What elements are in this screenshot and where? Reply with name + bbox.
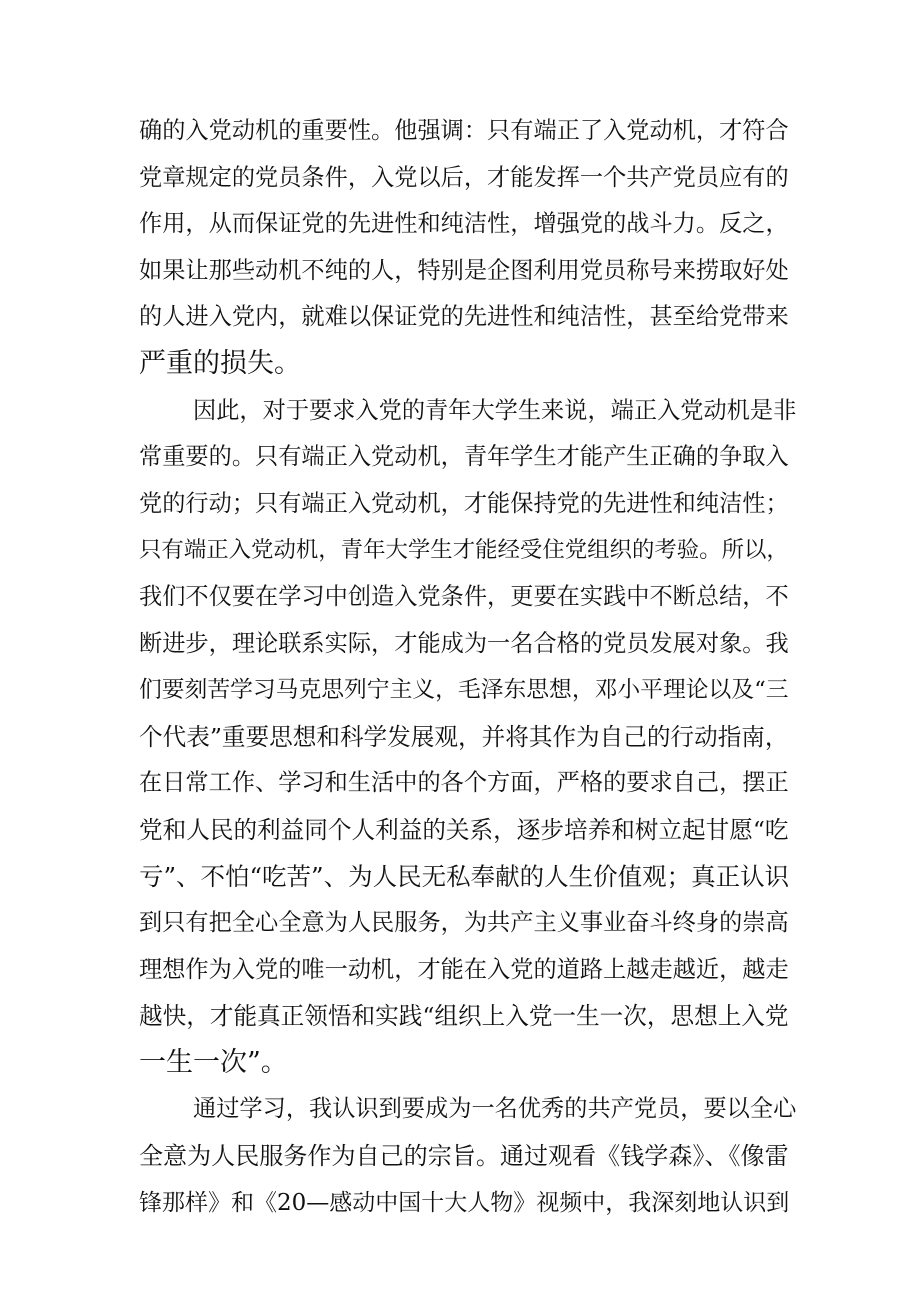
text-line: 的人进入党内，就难以保证党的先进性和纯洁性，甚至给党带来 — [139, 303, 789, 331]
text-line: 亏”、不怕“吃苦”、为人民无私奉献的人生价值观；真正认识 — [139, 861, 790, 891]
text-line: 全意为人民服务作为自己的宗旨。通过观看《钱学森》、《像雷 — [139, 1142, 789, 1171]
text-line: 到只有把全心全意为人民服务，为共产主义事业奋斗终身的崇高 — [139, 909, 789, 937]
text-line: 一生一次”。 — [139, 1046, 288, 1078]
text-line: 党的行动；只有端正入党动机，才能保持党的先进性和纯洁性； — [139, 489, 789, 517]
text-line: 通过学习，我认识到要成为一名优秀的共产党员，要以全心 — [193, 1095, 797, 1123]
text-line: 因此，对于要求入党的青年大学生来说，端正入党动机是非 — [193, 396, 797, 424]
text-line: 只有端正入党动机，青年大学生才能经受住党组织的考验。所以， — [139, 537, 789, 564]
paragraph-3 — [139, 1086, 797, 1226]
text-line: 越快，才能真正领悟和实践“组织上入党一生一次，思想上入党 — [139, 1002, 789, 1031]
text-line: 理想作为入党的唯一动机，才能在入党的道路上越走越近，越走 — [139, 955, 789, 983]
text-line: 我们不仅要在学习中创造入党条件，更要在实践中不断总结，不 — [139, 582, 789, 610]
text-line: 作用，从而保证党的先进性和纯洁性，增强党的战斗力。反之， — [139, 210, 789, 238]
text-line: 党和人民的利益同个人利益的关系，逐步培养和树立起甘愿“吃 — [139, 815, 789, 844]
text-line: 锋那样》和《20—感动中国十大人物》视频中，我深刻地认识到 — [139, 1189, 790, 1216]
text-line: 严重的损失。 — [139, 347, 301, 379]
text-line: 党章规定的党员条件，入党以后，才能发挥一个共产党员应有的 — [139, 163, 789, 191]
paragraph-2 — [139, 388, 797, 1087]
text-line: 断进步，理论联系实际，才能成为一名合格的党员发展对象。我 — [139, 629, 789, 657]
document-body — [139, 108, 797, 1226]
text-line: 在日常工作、学习和生活中的各个方面，严格的要求自己，摆正 — [139, 769, 789, 797]
paragraph-1 — [139, 108, 789, 388]
text-line: 如果让那些动机不纯的人，特别是企图利用党员称号来捞取好处 — [139, 256, 789, 284]
text-line: 确的入党动机的重要性。他强调：只有端正了入党动机，才符合 — [139, 117, 789, 144]
text-line: 们要刻苦学习马克思列宁主义，毛泽东思想，邓小平理论以及“三 — [139, 677, 789, 704]
text-line: 个代表”重要思想和科学发展观，并将其作为自己的行动指南， — [139, 722, 789, 751]
text-line: 常重要的。只有端正入党动机，青年学生才能产生正确的争取入 — [139, 443, 789, 471]
